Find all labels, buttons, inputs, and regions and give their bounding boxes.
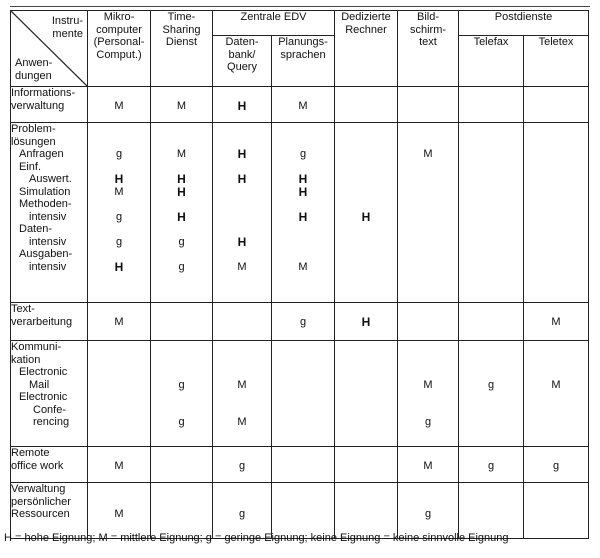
rating-value: M bbox=[551, 315, 561, 328]
rating-value bbox=[398, 391, 458, 404]
rating-value bbox=[398, 261, 458, 274]
corner-anwendungen: Anwen- dungen bbox=[15, 57, 53, 82]
row-label bbox=[11, 341, 88, 447]
col-telefax: Telefax bbox=[459, 36, 524, 87]
rating-cell-dediziert bbox=[335, 341, 398, 447]
rating-value: H bbox=[237, 147, 247, 161]
rating-value bbox=[398, 496, 458, 509]
rating-cell-timesharing bbox=[151, 341, 213, 447]
rating-value bbox=[398, 447, 458, 460]
row-label bbox=[11, 123, 88, 303]
table-body bbox=[11, 87, 589, 539]
rating-value: g bbox=[424, 416, 432, 428]
row-label bbox=[11, 483, 88, 539]
rating-value bbox=[335, 123, 397, 136]
row-label-line: Mail bbox=[29, 378, 50, 391]
rating-value bbox=[213, 123, 271, 136]
rating-value bbox=[88, 303, 150, 316]
row-label-line: intensiv bbox=[29, 260, 67, 273]
rating-value bbox=[272, 223, 334, 236]
rating-value bbox=[213, 447, 271, 460]
rating-value bbox=[88, 223, 150, 236]
rating-value bbox=[88, 87, 150, 100]
rating-value bbox=[88, 447, 150, 460]
row-label-line: lösungen bbox=[11, 135, 56, 148]
rating-value bbox=[88, 248, 150, 261]
group-postdienste: Postdienste bbox=[459, 11, 589, 36]
rating-value bbox=[151, 123, 212, 136]
rating-value: M bbox=[423, 148, 433, 160]
row-label-line: Electronic bbox=[19, 391, 68, 403]
col-teletex: Teletex bbox=[524, 36, 589, 87]
rating-value bbox=[335, 186, 397, 199]
rating-value: g bbox=[487, 459, 495, 472]
rating-value bbox=[335, 303, 397, 316]
rating-value: g bbox=[424, 508, 432, 520]
rating-value bbox=[151, 198, 212, 211]
rating-value: g bbox=[299, 315, 307, 328]
rating-value bbox=[272, 303, 334, 316]
rating-value bbox=[213, 211, 271, 224]
rating-value: g bbox=[178, 260, 185, 273]
rating-value bbox=[398, 198, 458, 211]
rating-value bbox=[213, 404, 271, 417]
rating-cell-timesharing bbox=[151, 87, 213, 123]
rating-cell-datenbank bbox=[213, 303, 272, 341]
rating-cell-teletex bbox=[524, 87, 589, 123]
rating-cell-dediziert bbox=[335, 303, 398, 341]
col-time-sharing: Time- Sharing Dienst bbox=[151, 11, 213, 87]
rating-value bbox=[272, 87, 334, 100]
rating-value bbox=[398, 366, 458, 379]
rating-value: H bbox=[177, 172, 186, 186]
table-row bbox=[11, 123, 589, 303]
rating-value bbox=[151, 136, 212, 149]
row-label-line: Electronic bbox=[19, 366, 68, 378]
rating-cell-mikro bbox=[88, 87, 151, 123]
rating-value bbox=[335, 223, 397, 236]
rating-value bbox=[213, 354, 271, 367]
rating-value bbox=[398, 211, 458, 224]
rating-value bbox=[398, 136, 458, 149]
rating-value bbox=[213, 341, 271, 354]
rating-value: g bbox=[115, 235, 123, 248]
row-label-line: kation bbox=[11, 353, 41, 366]
rating-cell-mikro bbox=[88, 303, 151, 341]
rating-value bbox=[524, 447, 588, 460]
rating-value: M bbox=[176, 99, 187, 112]
rating-value: M bbox=[114, 508, 124, 520]
row-label-line: verarbeitung bbox=[11, 315, 73, 328]
row-label-line: Methoden- bbox=[19, 198, 72, 210]
rating-value: g bbox=[115, 148, 123, 160]
rating-value bbox=[151, 366, 212, 379]
row-label-line: Remote bbox=[11, 447, 50, 459]
rating-cell-teletex bbox=[524, 123, 589, 303]
row-label bbox=[11, 447, 88, 483]
col-dedizierte-rechner: Dedizierte Rechner bbox=[335, 11, 398, 87]
row-label-line: Verwaltung bbox=[11, 483, 66, 495]
rating-value bbox=[88, 136, 150, 149]
rating-cell-dediziert bbox=[335, 87, 398, 123]
rating-value bbox=[398, 248, 458, 261]
rating-value: g bbox=[552, 459, 560, 472]
rating-value: g bbox=[238, 459, 246, 472]
rating-value bbox=[88, 198, 150, 211]
rating-cell-bildschirm bbox=[398, 303, 459, 341]
rating-value: H bbox=[237, 234, 247, 249]
table-row bbox=[11, 483, 589, 539]
rating-cell-telefax bbox=[459, 123, 524, 303]
rating-value bbox=[398, 223, 458, 236]
row-label-line: Confe- bbox=[33, 403, 67, 416]
rating-value: H bbox=[177, 184, 186, 199]
row-label-line: office work bbox=[11, 459, 64, 472]
rating-cell-mikro bbox=[88, 123, 151, 303]
rating-cell-teletex bbox=[524, 341, 589, 447]
rating-value bbox=[398, 483, 458, 496]
rating-value: g bbox=[178, 378, 185, 391]
top-rule bbox=[10, 0, 590, 7]
rating-value bbox=[398, 173, 458, 186]
rating-value bbox=[398, 186, 458, 199]
rating-cell-planung bbox=[272, 303, 335, 341]
rating-value bbox=[213, 223, 271, 236]
rating-value bbox=[213, 391, 271, 404]
rating-value: H bbox=[298, 209, 308, 224]
rating-value: g bbox=[178, 235, 185, 248]
corner-instrumente: Instru- mente bbox=[51, 15, 83, 40]
rating-value: M bbox=[551, 378, 561, 391]
rating-value bbox=[524, 366, 588, 379]
rating-cell-datenbank bbox=[213, 483, 272, 539]
rating-value bbox=[398, 161, 458, 174]
row-label-line: Einf. bbox=[19, 160, 42, 173]
row-label-line: intensiv bbox=[29, 235, 67, 248]
rating-value bbox=[335, 236, 397, 249]
rating-value bbox=[151, 354, 212, 367]
suitability-table bbox=[10, 10, 589, 539]
rating-value: M bbox=[298, 260, 308, 273]
rating-value bbox=[335, 136, 397, 149]
rating-value: H bbox=[114, 259, 124, 274]
rating-value: M bbox=[114, 99, 124, 112]
rating-value bbox=[459, 366, 523, 379]
rating-cell-datenbank bbox=[213, 123, 272, 303]
row-label-line: intensiv bbox=[29, 210, 67, 223]
rating-value: M bbox=[298, 99, 308, 112]
rating-cell-planung bbox=[272, 87, 335, 123]
rating-value: H bbox=[237, 172, 247, 186]
rating-value bbox=[398, 354, 458, 367]
corner-header bbox=[11, 11, 88, 87]
rating-value bbox=[272, 248, 334, 261]
rating-value bbox=[213, 198, 271, 211]
rating-value: H bbox=[177, 209, 186, 224]
rating-value bbox=[272, 123, 334, 136]
rating-cell-planung bbox=[272, 483, 335, 539]
rating-value bbox=[335, 161, 397, 174]
rating-value bbox=[88, 123, 150, 136]
rating-value bbox=[335, 148, 397, 161]
rating-value bbox=[398, 236, 458, 249]
rating-cell-dediziert bbox=[335, 123, 398, 303]
rating-value bbox=[335, 248, 397, 261]
rating-value bbox=[335, 198, 397, 211]
rating-cell-telefax bbox=[459, 87, 524, 123]
rating-value bbox=[213, 496, 271, 509]
rating-cell-planung bbox=[272, 123, 335, 303]
rating-cell-telefax bbox=[459, 303, 524, 341]
table-row bbox=[11, 341, 589, 447]
rating-cell-bildschirm bbox=[398, 447, 459, 483]
row-label-line: rencing bbox=[33, 416, 70, 428]
rating-value: M bbox=[237, 260, 247, 273]
rating-value bbox=[213, 366, 271, 379]
row-label-line: persönlicher bbox=[11, 495, 71, 508]
rating-value: M bbox=[423, 459, 433, 472]
row-label-line: Problem- bbox=[11, 123, 56, 135]
table-row bbox=[11, 303, 589, 341]
rating-value: H bbox=[298, 184, 308, 199]
row-label-line: Daten- bbox=[19, 223, 53, 235]
rating-cell-timesharing bbox=[151, 447, 213, 483]
col-planungssprachen: Planungs- sprachen bbox=[272, 36, 335, 87]
group-zentrale-edv: Zentrale EDV bbox=[213, 11, 335, 36]
row-label bbox=[11, 87, 88, 123]
rating-cell-bildschirm bbox=[398, 123, 459, 303]
rating-value: g bbox=[487, 378, 495, 391]
rating-value bbox=[524, 303, 588, 316]
col-datenbank-query: Daten- bank/ Query bbox=[213, 36, 272, 87]
rating-value: H bbox=[361, 314, 371, 329]
rating-cell-dediziert bbox=[335, 447, 398, 483]
rating-cell-timesharing bbox=[151, 303, 213, 341]
rating-cell-planung bbox=[272, 341, 335, 447]
rating-value: H bbox=[237, 98, 247, 113]
rating-value bbox=[398, 341, 458, 354]
rating-value bbox=[151, 87, 212, 100]
rating-value: g bbox=[115, 210, 123, 223]
rating-value bbox=[272, 236, 334, 249]
rating-cell-bildschirm bbox=[398, 341, 459, 447]
rating-cell-telefax bbox=[459, 447, 524, 483]
table-row bbox=[11, 447, 589, 483]
rating-value: g bbox=[238, 508, 246, 520]
rating-value bbox=[459, 447, 523, 460]
rating-value bbox=[335, 173, 397, 186]
rating-cell-dediziert bbox=[335, 483, 398, 539]
legend-footnote: H = hohe Eignung; M = mittlere Eignung; g = geringe Eignung; keine Eignung = keine sinnvolle Eignung bbox=[4, 532, 509, 544]
row-label-line: Text- bbox=[11, 303, 35, 315]
rating-cell-datenbank bbox=[213, 87, 272, 123]
rating-value bbox=[398, 404, 458, 417]
rating-value: H bbox=[298, 172, 308, 186]
rating-cell-teletex bbox=[524, 303, 589, 341]
rating-value bbox=[151, 223, 212, 236]
rating-value: M bbox=[237, 416, 247, 428]
row-label-line: Ressourcen bbox=[11, 508, 70, 520]
rating-cell-timesharing bbox=[151, 123, 213, 303]
rating-value: M bbox=[237, 378, 247, 391]
rating-value bbox=[524, 341, 588, 354]
row-label-line: verwaltung bbox=[11, 99, 65, 112]
rating-value bbox=[459, 354, 523, 367]
rating-cell-teletex bbox=[524, 483, 589, 539]
rating-value: M bbox=[176, 148, 187, 160]
rating-cell-mikro bbox=[88, 483, 151, 539]
rating-cell-bildschirm bbox=[398, 87, 459, 123]
rating-cell-datenbank bbox=[213, 341, 272, 447]
rating-value bbox=[398, 123, 458, 136]
rating-value bbox=[151, 404, 212, 417]
rating-cell-timesharing bbox=[151, 483, 213, 539]
rating-cell-mikro bbox=[88, 341, 151, 447]
row-label-line: Simulation bbox=[19, 185, 71, 198]
rating-value: g bbox=[299, 148, 307, 160]
rating-value bbox=[88, 496, 150, 509]
rating-cell-planung bbox=[272, 447, 335, 483]
table-row bbox=[11, 87, 589, 123]
rating-cell-telefax bbox=[459, 341, 524, 447]
rating-cell-telefax bbox=[459, 483, 524, 539]
rating-value bbox=[213, 248, 271, 261]
rating-value bbox=[272, 136, 334, 149]
rating-value: g bbox=[178, 416, 185, 428]
rating-value bbox=[213, 186, 271, 199]
row-label-line: Informations- bbox=[11, 87, 76, 99]
rating-value: M bbox=[423, 378, 433, 391]
rating-value bbox=[524, 354, 588, 367]
rating-value bbox=[335, 261, 397, 274]
rating-cell-datenbank bbox=[213, 447, 272, 483]
rating-value: M bbox=[114, 315, 124, 328]
rating-value bbox=[151, 248, 212, 261]
rating-cell-teletex bbox=[524, 447, 589, 483]
rating-value: M bbox=[114, 185, 124, 198]
col-mikrocomputer: Mikro- computer (Personal- Comput.) bbox=[88, 11, 151, 87]
rating-value bbox=[213, 483, 271, 496]
rating-value bbox=[151, 391, 212, 404]
row-label-line: Anfragen bbox=[19, 148, 64, 160]
rating-value: M bbox=[114, 459, 124, 472]
row-label bbox=[11, 303, 88, 341]
row-label-line: Ausgaben- bbox=[19, 248, 73, 260]
rating-value bbox=[88, 483, 150, 496]
row-label-line: Kommuni- bbox=[11, 341, 62, 353]
rating-cell-mikro bbox=[88, 447, 151, 483]
rating-cell-bildschirm bbox=[398, 483, 459, 539]
rating-value bbox=[213, 87, 271, 100]
rating-value bbox=[459, 341, 523, 354]
rating-value bbox=[151, 341, 212, 354]
rating-value: H bbox=[114, 172, 124, 186]
col-bildschirmtext: Bild- schirm- text bbox=[398, 11, 459, 87]
rating-value: H bbox=[361, 209, 371, 224]
rating-value bbox=[272, 198, 334, 211]
row-label-line: Auswert. bbox=[29, 173, 72, 185]
